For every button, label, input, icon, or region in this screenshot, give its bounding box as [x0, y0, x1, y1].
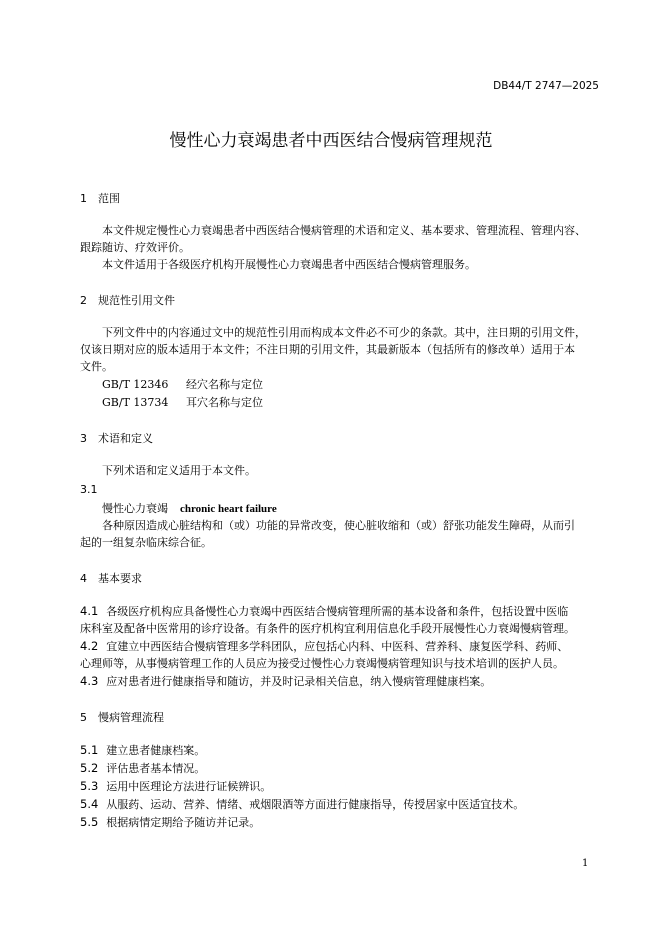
- s2-paragraph-line-3: 文件。: [80, 360, 113, 373]
- page-number: 1: [582, 858, 589, 869]
- s1-paragraph-1-line-2: 跟踪随访、疗效评价。: [80, 241, 190, 254]
- reference-code: GB/T 13734: [102, 396, 169, 409]
- clause-number: 5.3: [80, 779, 99, 793]
- section-title: 范围: [98, 192, 120, 205]
- clause-number: 5.2: [80, 761, 99, 775]
- clause-number: 5.4: [80, 797, 99, 811]
- clause-number: 5.1: [80, 743, 99, 757]
- term-english: chronic heart failure: [180, 503, 277, 515]
- s1-paragraph-2: 本文件适用于各级医疗机构开展慢性心力衰竭患者中西医结合慢病管理服务。: [102, 258, 476, 271]
- section-4-heading: [80, 570, 142, 586]
- section-number: 2: [80, 294, 87, 307]
- reference-name: 耳穴名称与定位: [186, 396, 263, 409]
- document-title: 慢性心力衰竭患者中西医结合慢病管理规范: [169, 131, 493, 151]
- clause-number: 5.5: [80, 815, 99, 829]
- list-item: [80, 814, 600, 831]
- clause-4-1-line-1: [80, 603, 600, 620]
- clause-text: 从服药、运动、营养、情绪、戒烟限酒等方面进行健康指导，传授居家中医适宜技术。: [106, 798, 525, 811]
- section-5-heading: [80, 709, 164, 725]
- term-entry: [102, 500, 277, 516]
- section-1-heading: [80, 190, 120, 206]
- clause-number: 4.3: [80, 674, 99, 688]
- section-title: 术语和定义: [98, 432, 153, 445]
- s2-paragraph-line-2: 仅该日期对应的版本适用于本文件；不注日期的引用文件，其最新版本（包括所有的修改单）适用于本: [80, 343, 575, 356]
- clause-text: 根据病情定期给予随访并记录。: [106, 816, 261, 829]
- section-title: 规范性引用文件: [98, 294, 175, 307]
- reference-name: 经穴名称与定位: [186, 378, 263, 391]
- clause-text: 宜建立中西医结合慢病管理多学科团队，应包括心内科、中医科、营养科、康复医学科、药师、: [106, 640, 569, 653]
- s2-paragraph-line-1: 下列文件中的内容通过文中的规范性引用而构成本文件必不可少的条款。其中，注日期的引用文件，: [102, 326, 586, 339]
- reference-item: [102, 376, 263, 392]
- section-number: 1: [80, 192, 87, 205]
- term-number: 3.1: [80, 483, 98, 496]
- clause-text: 应对患者进行健康指导和随访，并及时记录相关信息，纳入慢病管理健康档案。: [106, 675, 492, 688]
- clause-text: 建立患者健康档案。: [106, 744, 206, 757]
- section-2-heading: [80, 292, 175, 308]
- term-chinese: 慢性心力衰竭: [102, 502, 168, 515]
- section-number: 3: [80, 432, 87, 445]
- s1-paragraph-1-line-1: 本文件规定慢性心力衰竭患者中西医结合慢病管理的术语和定义、基本要求、管理流程、管理内容、: [102, 224, 586, 237]
- document-code: DB44/T 2747—2025: [493, 80, 599, 92]
- reference-item: [102, 394, 263, 410]
- clause-4-2-line-1: [80, 638, 600, 655]
- clause-4-3: [80, 673, 600, 690]
- clause-text: 各级医疗机构应具备慢性心力衰竭中西医结合慢病管理所需的基本设备和条件，包括设置中医临: [106, 605, 569, 618]
- section-number: 5: [80, 711, 87, 724]
- clause-number: 4.2: [80, 639, 99, 653]
- reference-code: GB/T 12346: [102, 378, 169, 391]
- clause-text: 评估患者基本情况。: [106, 762, 206, 775]
- term-definition-line-1: 各种原因造成心脏结构和（或）功能的异常改变，使心脏收缩和（或）舒张功能发生障碍，从而引: [102, 519, 575, 532]
- s3-intro: 下列术语和定义适用于本文件。: [102, 464, 256, 477]
- clause-text: 运用中医理论方法进行证候辨识。: [106, 780, 272, 793]
- list-item: [80, 760, 600, 777]
- list-item: [80, 778, 600, 795]
- section-3-heading: [80, 430, 153, 446]
- clause-number: 4.1: [80, 604, 99, 618]
- section-number: 4: [80, 572, 87, 585]
- list-item: [80, 796, 600, 813]
- section-title: 慢病管理流程: [98, 711, 164, 724]
- section-title: 基本要求: [98, 572, 142, 585]
- list-item: [80, 742, 600, 759]
- clause-4-2-line-2: 心理师等，从事慢病管理工作的人员应为接受过慢性心力衰竭慢病管理知识与技术培训的医护人员。: [80, 657, 564, 670]
- term-definition-line-2: 起的一组复杂临床综合征。: [80, 536, 212, 549]
- clause-4-1-line-2: 床科室及配备中医常用的诊疗设备。有条件的医疗机构宜利用信息化手段开展慢性心力衰竭慢病管理。: [80, 622, 575, 635]
